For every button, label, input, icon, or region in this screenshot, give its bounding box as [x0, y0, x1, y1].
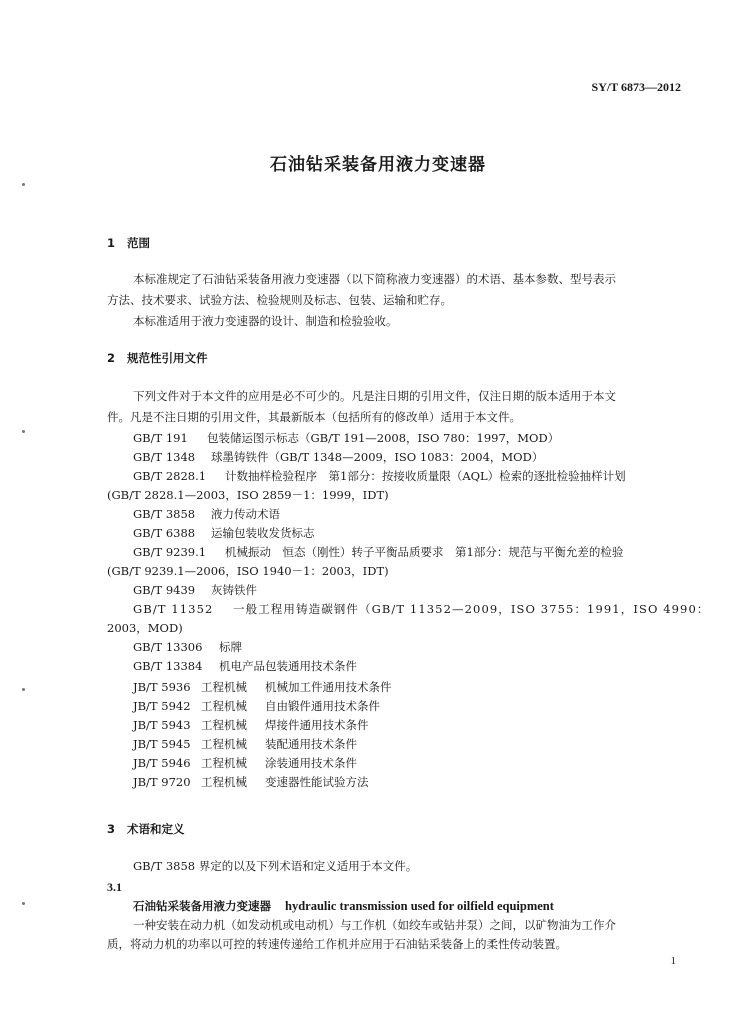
reference-category: 工程机械: [201, 737, 247, 751]
reference-code: JB/T 5945: [133, 737, 191, 751]
definition-line-1: 一种安装在动力机（如发动机或电动机）与工作机（如绞车或钻井泵）之间，以矿物油为工作介: [133, 918, 616, 932]
standard-code: SY/T 6873—2012: [591, 80, 681, 94]
reference-entry: [133, 774, 369, 790]
reference-entry: [133, 698, 380, 714]
reference-entry: [133, 601, 710, 617]
scan-speck: [22, 902, 25, 905]
reference-continuation: (GB/T 9239.1—2006，ISO 1940－1：2003，IDT): [107, 564, 389, 578]
reference-text: 涂装通用技术条件: [265, 756, 357, 770]
term-heading: [133, 898, 554, 914]
reference-text: 一般工程用铸造碳钢件（GB/T 11352—2009，ISO 3755：1991，ISO 4990：: [233, 602, 710, 616]
definition-line-2: 质，将动力机的功率以可控的转速传递给工作机并应用于石油钻采装备上的柔性传动装置。: [107, 937, 567, 951]
reference-code: GB/T 191: [133, 431, 188, 445]
section-number: 1: [107, 236, 116, 250]
section-3-heading: [107, 821, 185, 837]
reference-text: 包装储运图示标志（GB/T 191—2008，ISO 780：1997，MOD）: [207, 431, 560, 445]
reference-category: 工程机械: [201, 680, 247, 694]
scan-speck: [22, 183, 25, 186]
reference-text: 自由锻件通用技术条件: [265, 699, 380, 713]
reference-code: JB/T 5936: [133, 680, 191, 694]
section-title: 术语和定义: [127, 822, 185, 836]
reference-entry: [133, 639, 242, 655]
reference-code: JB/T 5943: [133, 718, 191, 732]
scope-paragraph-line-1: 本标准规定了石油钻采装备用液力变速器（以下简称液力变速器）的术语、基本参数、型号表示: [133, 272, 616, 286]
reference-category: 工程机械: [201, 756, 247, 770]
reference-code: GB/T 3858: [133, 507, 196, 521]
reference-code: GB/T 11352: [133, 602, 214, 616]
section-title: 范围: [127, 236, 150, 250]
page-number: 1: [670, 955, 676, 967]
reference-text: 球墨铸铁件（GB/T 1348—2009，ISO 1083：2004，MOD）: [211, 450, 544, 464]
reference-code: JB/T 9720: [133, 775, 191, 789]
reference-code: GB/T 13306: [133, 640, 203, 654]
scan-speck: [22, 688, 25, 691]
reference-continuation: (GB/T 2828.1—2003，ISO 2859－1：1999，IDT): [107, 488, 389, 502]
section-2-heading: [107, 350, 208, 366]
reference-entry: [133, 582, 257, 598]
terms-intro: GB/T 3858 界定的以及下列术语和定义适用于本文件。: [133, 859, 418, 873]
reference-code: GB/T 9239.1: [133, 545, 207, 559]
section-number: 2: [107, 351, 116, 365]
reference-code: JB/T 5946: [133, 756, 191, 770]
reference-entry: [133, 544, 623, 560]
reference-code: JB/T 5942: [133, 699, 191, 713]
reference-entry: [133, 679, 392, 695]
reference-code: GB/T 1348: [133, 450, 196, 464]
reference-text: 计数抽样检验程序 第1部分：按接收质量限（AQL）检索的逐批检验抽样计划: [225, 469, 626, 483]
reference-text: 变速器性能试验方法: [265, 775, 369, 789]
reference-text: 标牌: [219, 640, 242, 654]
reference-entry: [133, 525, 315, 541]
reference-code: GB/T 13384: [133, 659, 203, 673]
reference-entry: [133, 755, 357, 771]
references-intro-line-2: 件。凡是不注日期的引用文件，其最新版本（包括所有的修改单）适用于本文件。: [107, 410, 521, 424]
section-title: 规范性引用文件: [127, 351, 208, 365]
scope-paragraph-2: 本标准适用于液力变速器的设计、制造和检验验收。: [133, 314, 398, 328]
reference-text: 装配通用技术条件: [265, 737, 357, 751]
subclause-number: 3.1: [107, 880, 122, 894]
reference-entry: [133, 430, 559, 446]
references-intro-line-1: 下列文件对于本文件的应用是必不可少的。凡是注日期的引用文件，仅注日期的版本适用于本文: [133, 389, 616, 403]
section-number: 3: [107, 822, 116, 836]
reference-text: 机电产品包装通用技术条件: [219, 659, 357, 673]
scan-speck: [22, 430, 25, 433]
term-chinese: 石油钻采装备用液力变速器: [133, 899, 271, 913]
reference-continuation: 2003，MOD): [107, 621, 183, 635]
reference-category: 工程机械: [201, 775, 247, 789]
reference-category: 工程机械: [201, 699, 247, 713]
reference-code: GB/T 9439: [133, 583, 196, 597]
reference-entry: [133, 449, 543, 465]
scope-paragraph-line-2: 方法、技术要求、试验方法、检验规则及标志、包装、运输和贮存。: [107, 293, 452, 307]
reference-entry: [133, 468, 626, 484]
reference-entry: [133, 658, 357, 674]
reference-text: 机械振动 恒态（刚性）转子平衡品质要求 第1部分：规范与平衡允差的检验: [225, 545, 624, 559]
reference-entry: [133, 506, 280, 522]
reference-text: 灰铸铁件: [211, 583, 257, 597]
reference-category: 工程机械: [201, 718, 247, 732]
reference-code: GB/T 2828.1: [133, 469, 207, 483]
reference-text: 机械加工件通用技术条件: [265, 680, 392, 694]
reference-entry: [133, 717, 369, 733]
page-title: 石油钻采装备用液力变速器: [270, 155, 486, 175]
reference-text: 焊接件通用技术条件: [265, 718, 369, 732]
section-1-heading: [107, 235, 150, 251]
reference-entry: [133, 736, 357, 752]
term-english: hydraulic transmission used for oilfield equipment: [285, 899, 554, 913]
reference-code: GB/T 6388: [133, 526, 196, 540]
reference-text: 液力传动术语: [211, 507, 280, 521]
reference-text: 运输包装收发货标志: [211, 526, 315, 540]
